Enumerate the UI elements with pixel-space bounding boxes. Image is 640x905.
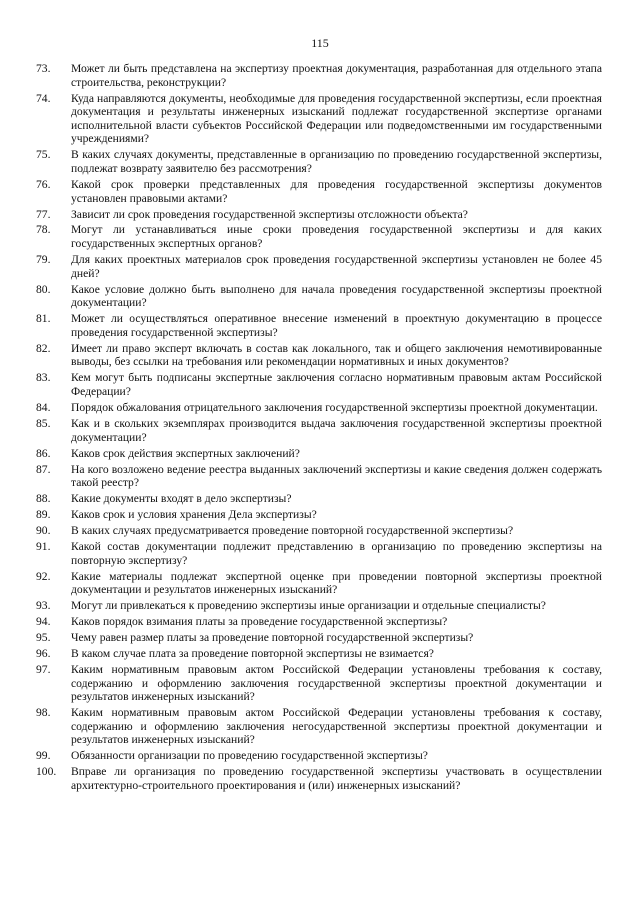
question-text: Кем могут быть подписаны экспертные заключения согласно нормативным правовым актам Российской Федерации? bbox=[71, 371, 602, 398]
question-item bbox=[36, 570, 602, 597]
question-item bbox=[36, 706, 602, 747]
question-item bbox=[36, 463, 602, 490]
question-text: Вправе ли организация по проведению государственной экспертизы участвовать в осуществлении архитектурно-строительного проектирования и (или) инженерных изысканий? bbox=[71, 765, 602, 793]
question-text: Чему равен размер платы за проведение повторной государственной экспертизы? bbox=[71, 631, 474, 645]
question-item bbox=[36, 401, 602, 415]
question-number: 84. bbox=[36, 400, 51, 414]
question-item bbox=[36, 540, 602, 567]
question-text: Как и в скольких экземплярах производится выдача заключения государственной экспертизы проектной документации? bbox=[71, 416, 602, 444]
question-number: 100. bbox=[36, 765, 57, 779]
question-item bbox=[36, 524, 602, 538]
question-number: 77. bbox=[36, 207, 51, 221]
question-item bbox=[36, 765, 602, 792]
question-number: 74. bbox=[36, 91, 51, 105]
question-text: Могут ли устанавливаться иные сроки проведения государственной экспертизы и для каких государственных экспертных органов? bbox=[71, 223, 602, 251]
question-list bbox=[36, 62, 602, 795]
question-number: 73. bbox=[36, 62, 51, 75]
question-item bbox=[36, 92, 602, 146]
question-number: 88. bbox=[36, 492, 51, 506]
question-text: Может ли осуществляться оперативное внесение изменений в проектную документацию в процессе проведения государственной экспертизы? bbox=[71, 312, 602, 339]
question-text: Обязанности организации по проведению государственной экспертизы? bbox=[71, 749, 428, 763]
question-item bbox=[36, 371, 602, 398]
question-text: Для каких проектных материалов срок проведения государственной экспертизы установлен не более 45 дней? bbox=[71, 253, 602, 280]
question-item bbox=[36, 283, 602, 310]
question-text: Какое условие должно быть выполнено для начала проведения государственной экспертизы проектной документации? bbox=[71, 282, 602, 310]
question-text: Могут ли привлекаться к проведению экспертизы иные организации и отдельные специалисты? bbox=[71, 599, 546, 613]
question-item bbox=[36, 492, 602, 506]
question-number: 86. bbox=[36, 446, 51, 460]
question-text: Какие документы входят в дело экспертизы? bbox=[71, 492, 292, 506]
question-item bbox=[36, 148, 602, 175]
question-number: 90. bbox=[36, 524, 51, 538]
question-item bbox=[36, 631, 602, 645]
question-text: Каким нормативным правовым актом Российской Федерации установлены требования к составу, содержанию и оформлению заключения негосударственной экспертизы проектной документации и результатов инженерных изысканий? bbox=[71, 706, 602, 747]
question-item bbox=[36, 663, 602, 704]
question-number: 95. bbox=[36, 631, 51, 645]
question-text: Каким нормативным правовым актом Российской Федерации установлены требования к составу, содержанию и оформлению заключения государственной экспертизы проектной документации и результатов инженерных изысканий? bbox=[71, 663, 602, 704]
question-text: Может ли быть представлена на экспертизу проектная документация, разработанная для отдельного этапа строительства, реконструкции? bbox=[71, 62, 602, 89]
question-number: 94. bbox=[36, 615, 51, 629]
question-text: Каков срок действия экспертных заключений? bbox=[71, 446, 300, 460]
question-number: 75. bbox=[36, 148, 51, 162]
question-item bbox=[36, 615, 602, 629]
question-text: Какой срок проверки представленных для проведения государственной экспертизы документов установлен правовыми актами? bbox=[71, 177, 602, 205]
question-number: 96. bbox=[36, 647, 51, 661]
question-text: Куда направляются документы, необходимые для проведения государственной экспертизы, если проектная документация и результаты инженерных изысканий подлежат государственной экспертизе органами исполнительной власти субъектов Российской Федерации или подведомственными им государственными учреждениями? bbox=[71, 91, 602, 146]
question-text: На кого возложено ведение реестра выданных заключений экспертизы и какие сведения должен содержать такой реестр? bbox=[71, 462, 602, 490]
page-number: 115 bbox=[311, 36, 329, 50]
question-number: 78. bbox=[36, 223, 51, 237]
question-item bbox=[36, 647, 602, 661]
question-number: 97. bbox=[36, 663, 51, 677]
question-number: 76. bbox=[36, 177, 51, 191]
question-number: 99. bbox=[36, 749, 51, 763]
question-number: 85. bbox=[36, 416, 51, 430]
question-text: Порядок обжалования отрицательного заключения государственной экспертизы проектной документации. bbox=[71, 400, 598, 414]
question-number: 82. bbox=[36, 341, 51, 355]
question-number: 93. bbox=[36, 599, 51, 613]
question-number: 98. bbox=[36, 706, 51, 720]
question-item bbox=[36, 208, 602, 222]
question-item bbox=[36, 312, 602, 339]
question-text: В каком случае плата за проведение повторной экспертизы не взимается? bbox=[71, 647, 434, 661]
question-number: 80. bbox=[36, 282, 51, 296]
question-item bbox=[36, 508, 602, 522]
question-item bbox=[36, 178, 602, 205]
question-item bbox=[36, 417, 602, 444]
question-number: 91. bbox=[36, 540, 51, 554]
question-item bbox=[36, 599, 602, 613]
question-number: 92. bbox=[36, 569, 51, 583]
question-text: В каких случаях предусматривается проведение повторной государственной экспертизы? bbox=[71, 524, 514, 538]
question-item bbox=[36, 62, 602, 89]
question-text: Какие материалы подлежат экспертной оценке при проведении повторной экспертизы проектной документации и результатов инженерных изысканий? bbox=[71, 569, 602, 597]
question-text: Имеет ли право эксперт включать в состав как локального, так и общего заключения немотивированные выводы, без ссылки на требования или рекомендации нормативных и иных документов? bbox=[71, 341, 602, 369]
question-item bbox=[36, 749, 602, 763]
question-text: Какой состав документации подлежит представлению в организацию по проведению экспертизы на повторную экспертизу? bbox=[71, 540, 602, 567]
question-number: 81. bbox=[36, 312, 51, 326]
question-text: Каков порядок взимания платы за проведение государственной экспертизы? bbox=[71, 615, 448, 629]
question-number: 79. bbox=[36, 253, 51, 267]
question-item bbox=[36, 253, 602, 280]
question-number: 83. bbox=[36, 371, 51, 385]
question-item bbox=[36, 223, 602, 250]
question-item bbox=[36, 447, 602, 461]
question-text: В каких случаях документы, представленные в организацию по проведению государственной экспертизы, подлежат возврату заявителю без рассмотрения? bbox=[71, 148, 602, 175]
question-number: 87. bbox=[36, 462, 51, 476]
question-text: Зависит ли срок проведения государственной экспертизы отсложности объекта? bbox=[71, 207, 468, 221]
question-text: Каков срок и условия хранения Дела экспертизы? bbox=[71, 508, 317, 522]
question-item bbox=[36, 342, 602, 369]
question-number: 89. bbox=[36, 508, 51, 522]
